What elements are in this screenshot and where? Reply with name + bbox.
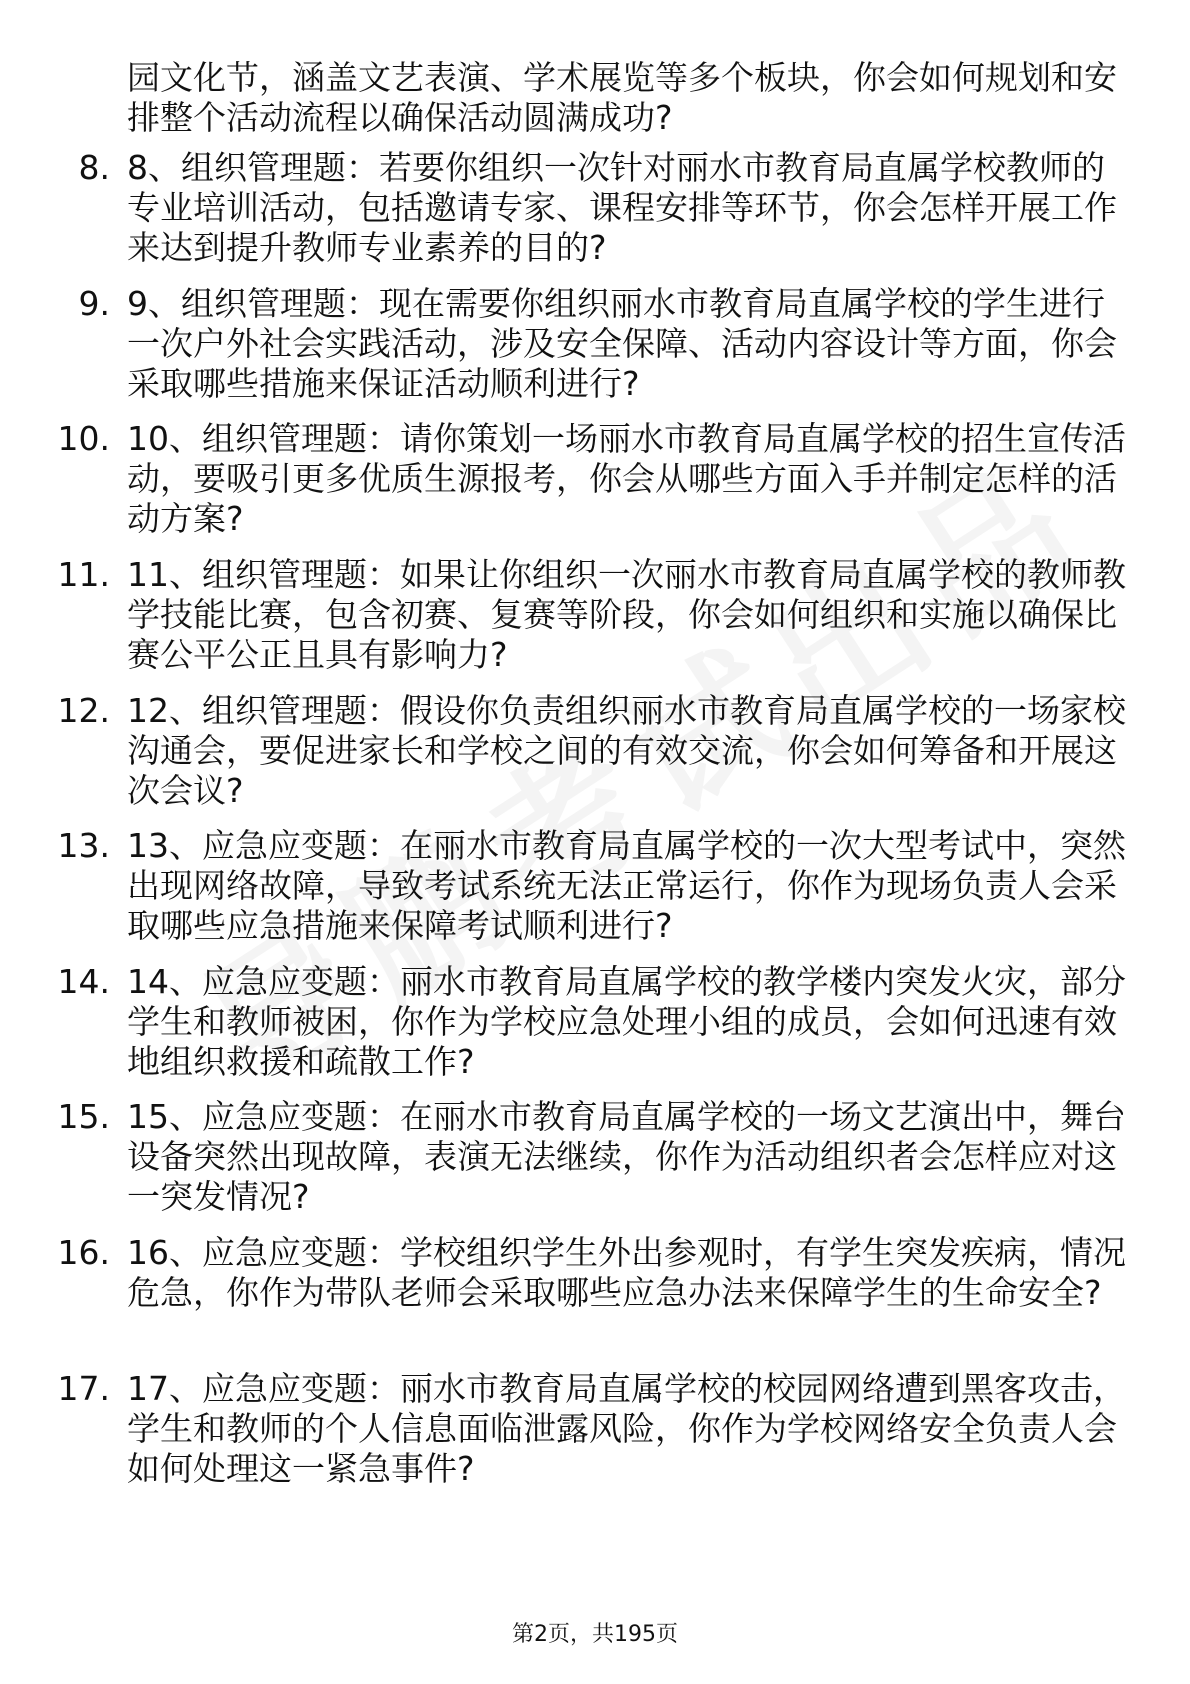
continuation-paragraph: 园文化节，涵盖文艺表演、学术展览等多个板块，你会如何规划和安排整个活动流程以确保活动圆满成功? bbox=[127, 58, 1117, 137]
item-text: 17、应急应变题：丽水市教育局直属学校的校园网络遭到黑客攻击，学生和教师的个人信息面临泄露风险，你作为学校网络安全负责人会如何处理这一紧急事件? bbox=[127, 1369, 1126, 1488]
item-text: 13、应急应变题：在丽水市教育局直属学校的一次大型考试中，突然出现网络故障，导致考试系统无法正常运行，你作为现场负责人会采取哪些应急措施来保障考试顺利进行? bbox=[127, 826, 1126, 945]
item-text: 16、应急应变题：学校组织学生外出参观时，有学生突发疾病，情况危急，你作为带队老师会采取哪些应急办法来保障学生的生命安全? bbox=[127, 1233, 1126, 1312]
item-text: 10、组织管理题：请你策划一场丽水市教育局直属学校的招生宣传活动，要吸引更多优质生源报考，你会从哪些方面入手并制定怎样的活动方案? bbox=[127, 419, 1126, 538]
item-number: 12. bbox=[57, 691, 110, 730]
item-number: 17. bbox=[57, 1369, 110, 1408]
item-text: 8、组织管理题：若要你组织一次针对丽水市教育局直属学校教师的专业培训活动，包括邀请专家、课程安排等环节，你会怎样开展工作来达到提升教师专业素养的目的? bbox=[127, 148, 1117, 267]
item-number: 11. bbox=[57, 555, 110, 594]
item-text: 9、组织管理题：现在需要你组织丽水市教育局直属学校的学生进行一次户外社会实践活动，涉及安全保障、活动内容设计等方面，你会采取哪些措施来保证活动顺利进行? bbox=[127, 284, 1117, 403]
item-text: 12、组织管理题：假设你负责组织丽水市教育局直属学校的一场家校沟通会，要促进家长和学校之间的有效交流，你会如何筹备和开展这次会议? bbox=[127, 691, 1126, 810]
page-footer: 第2页，共195页 bbox=[512, 1622, 678, 1647]
item-number: 13. bbox=[57, 826, 110, 865]
item-number: 14. bbox=[57, 962, 110, 1001]
item-number: 10. bbox=[57, 419, 110, 458]
item-number: 9. bbox=[78, 284, 110, 323]
item-text: 15、应急应变题：在丽水市教育局直属学校的一场文艺演出中，舞台设备突然出现故障，表演无法继续，你作为活动组织者会怎样应对这一突发情况? bbox=[127, 1097, 1126, 1216]
item-text: 14、应急应变题：丽水市教育局直属学校的教学楼内突发火灾，部分学生和教师被困，你作为学校应急处理小组的成员，会如何迅速有效地组织救援和疏散工作? bbox=[127, 962, 1126, 1081]
item-number: 16. bbox=[57, 1233, 110, 1272]
item-number: 8. bbox=[78, 148, 110, 187]
item-number: 15. bbox=[57, 1097, 110, 1136]
item-text: 11、组织管理题：如果让你组织一次丽水市教育局直属学校的教师教学技能比赛，包含初赛、复赛等阶段，你会如何组织和实施以确保比赛公平公正且具有影响力? bbox=[127, 555, 1126, 674]
